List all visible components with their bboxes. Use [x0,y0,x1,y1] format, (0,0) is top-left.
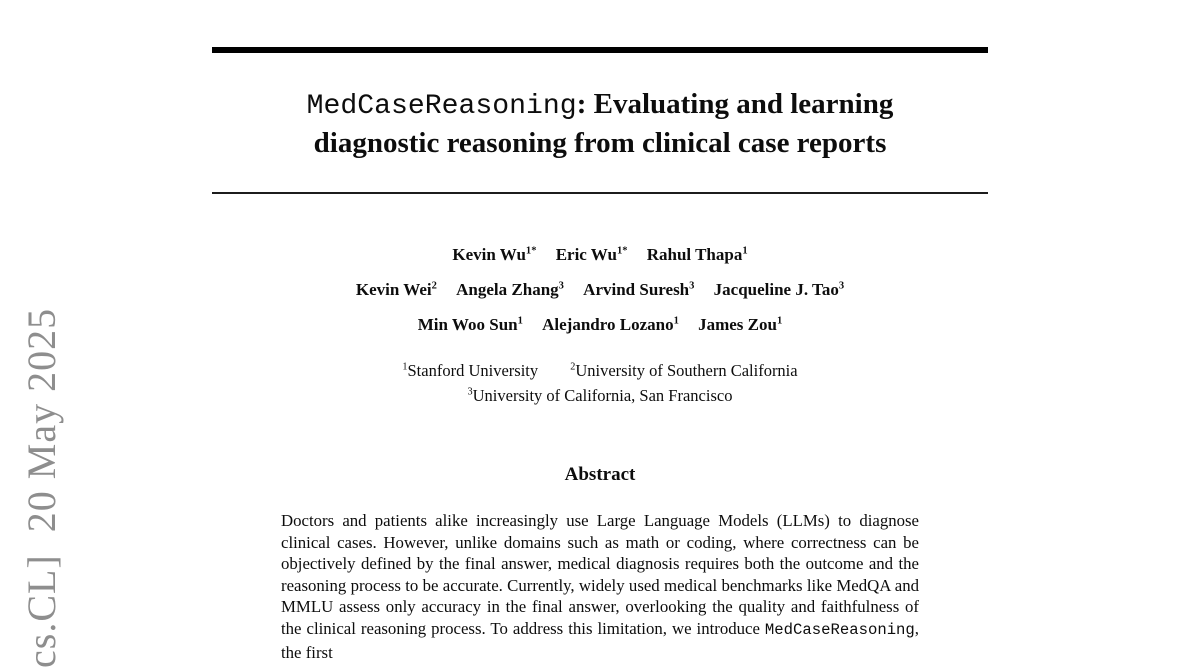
arxiv-watermark: cs.CL] 20 May 2025 [19,307,64,668]
abstract-heading: Abstract [564,464,636,485]
author-list [212,246,988,351]
title-mono-name: MedCaseReasoning [306,91,577,122]
abstract-text-part1: Doctors and patients alike increasingly use Large Language Models (LLMs) to diagnose clinical cases. However, unlike domains such as math or coding, where correctness can be objectively defined by the final answer, medical diagnosis requires both the outcome and the reasoning process to be accurate. Currently, widely used medical benchmarks like MedQA and MMLU assess only accuracy in the final answer, overlooking the quality and faithfulness of the clinical reasoning process. To address this limitation, we introduce [281,511,919,638]
affiliation-list [212,358,988,408]
affiliation-text: Stanford University [407,361,539,380]
affiliation-sup: 3 [467,386,473,398]
affiliation-ucsf [468,386,733,405]
author-row-1 [212,246,988,264]
author-rahul-thapa [647,245,748,264]
affiliation-stanford [402,361,538,380]
paper-title [212,86,988,162]
author-name: Jacqueline J. Tao [713,280,839,299]
author-angela-zhang [456,280,564,299]
author-sup: 3 [689,280,695,292]
author-sup: 3 [558,280,564,292]
affiliation-sup: 2 [570,361,576,373]
medcasereasoning-inline-name: MedCaseReasoning [764,620,915,639]
author-sup: 1* [616,245,628,257]
author-name: Kevin Wu [452,245,526,264]
author-name: Rahul Thapa [646,245,743,264]
author-sup: 3 [838,280,845,292]
author-sup: 1 [517,315,523,327]
author-name: Angela Zhang [456,280,559,299]
author-row-3 [212,316,988,334]
affiliation-text: University of California, San Francisco [472,386,733,405]
author-sup: 1 [673,315,679,327]
title-line-1 [212,86,988,125]
author-name: Eric Wu [555,245,617,264]
affiliation-sup: 1 [402,361,408,373]
title-rule-top [212,47,988,53]
author-jacqueline-tao [714,280,844,299]
affiliation-usc [570,361,797,380]
affiliation-text: University of Southern California [575,361,798,380]
abstract-text [281,510,919,663]
author-sup: 2 [431,280,437,292]
author-kevin-wu [452,245,536,264]
author-sup: 1 [776,315,783,327]
title-line-2: diagnostic reasoning from clinical case reports [313,127,887,159]
author-sup: 1 [742,245,748,257]
author-eric-wu [556,245,628,264]
author-name: Kevin Wei [355,280,432,299]
author-min-woo-sun [418,315,523,334]
author-row-2 [212,281,988,299]
affiliation-line-2 [212,383,988,408]
author-alejandro-lozano [542,315,679,334]
author-james-zou [698,315,782,334]
title-line-1-rest: : Evaluating and learning [576,88,894,120]
author-name: Alejandro Lozano [542,315,674,334]
author-name: Min Woo Sun [417,315,518,334]
title-rule-bottom [212,192,988,194]
author-arvind-suresh [583,280,694,299]
author-name: Arvind Suresh [583,280,690,299]
author-name: James Zou [698,315,777,334]
affiliation-line-1 [212,358,988,383]
author-sup: 1* [525,245,537,257]
abstract-text-part2: , the first [281,618,919,662]
author-kevin-wei [356,280,437,299]
